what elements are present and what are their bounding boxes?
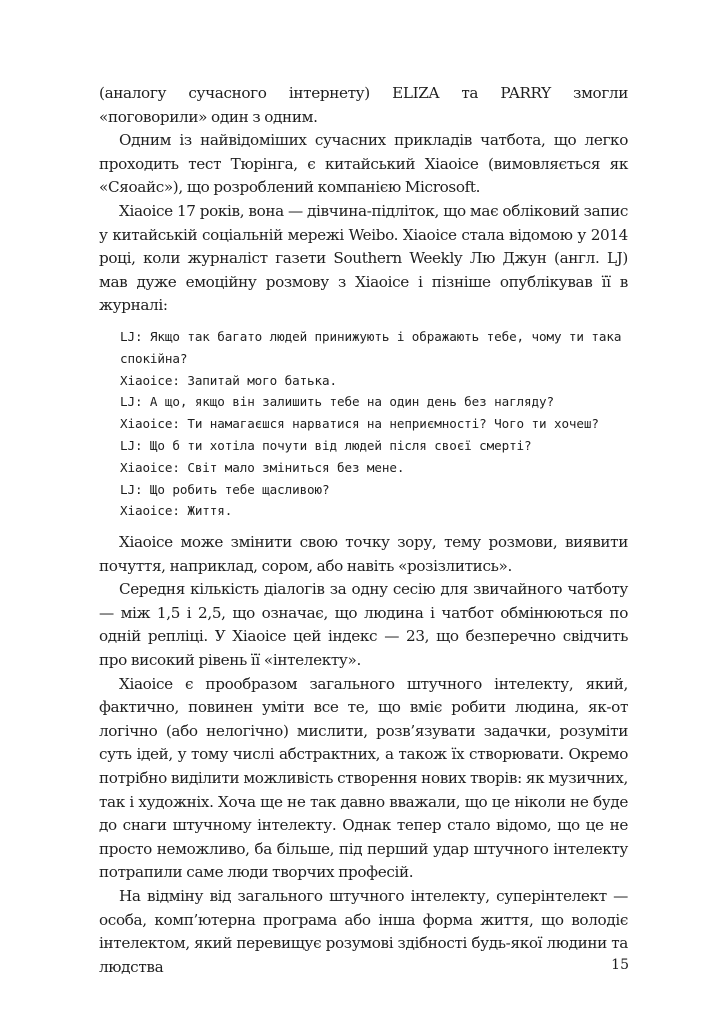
paragraph: Xiaoice є прообразом загального штучного інтелекту, який, фактично, повинен уміти все те, що вміє робити людина, як-от логічно (або нелогічно) мислити, розв’язувати задачки, розуміти суть ідей, у тому числі абстрактних, а також їх створювати. Окремо потрібно виділити можливість створення нових творів: як музичних, так і художніх. Хоча ще не так давно вважали, що це ніколи не буде до снаги штучному інтелекту. Однак тепер стало відомо, що це не просто неможливо, ба більше, під перший удар штучного інтелекту потрапили саме люди творчих професій. — [99, 674, 628, 882]
dialog-line: LJ: Що б ти хотіла почути від людей після своєї смерті? — [120, 437, 532, 453]
dialog-line: Xiaoice: Світ мало зміниться без мене. — [120, 459, 405, 475]
dialog-line: LJ: Якщо так багато людей принижують і ображають тебе, чому ти така спокійна? — [120, 328, 622, 366]
dialog-transcript — [120, 326, 628, 522]
paragraph: Xiaoice 17 років, вона — дівчина-підліток, що має обліковий запис у китайській соціальній мережі Weibo. Xiaoice стала відомою у 2014 році, коли журналіст газети Southern Weekly Лю Джун (англ. LJ) мав дуже емоційну розмову з Xiaoice і пізніше опублікував її в журналі: — [99, 201, 628, 315]
dialog-line: LJ: А що, якщо він залишить тебе на один день без нагляду? — [120, 394, 554, 410]
paragraph: Середня кількість діалогів за одну сесію для звичайного чатботу — між 1,5 і 2,5, що означає, що людина і чатбот обмінюються по одній репліці. У Xiaoice цей індекс — 23, що безперечно свідчить про високий рівень її «інтелекту». — [99, 580, 628, 670]
paragraph: На відміну від загального штучного інтелекту, суперінтелект — особа, комп’ютерна програма або інша форма життя, що володіє інтелектом, який перевищує розумові здібності будь-якої людини та людства — [99, 887, 628, 976]
paragraph: Xiaoice може змінити свою точку зору, тему розмови, виявити почуття, наприклад, сором, або навіть «розізлитись». — [99, 533, 628, 575]
paragraph: Одним із найвідоміших сучасних прикладів чатбота, що легко проходить тест Тюрінга, є китайський Xiaoice (вимовляється як «Сяоайс»), що розроблений компанією Microsoft. — [99, 131, 628, 197]
page-body — [99, 82, 628, 979]
dialog-line: Xiaoice: Ти намагаєшся нарватися на неприємності? Чого ти хочеш? — [120, 416, 599, 432]
dialog-line: Xiaoice: Життя. — [120, 503, 233, 519]
paragraph: (аналогу сучасного інтернету) ELIZA та PARRY змогли «поговорили» один з одним. — [99, 84, 628, 126]
page-number: 15 — [611, 957, 629, 973]
dialog-line: Xiaoice: Запитай мого батька. — [120, 372, 337, 388]
dialog-line: LJ: Що робить тебе щасливою? — [120, 481, 330, 497]
